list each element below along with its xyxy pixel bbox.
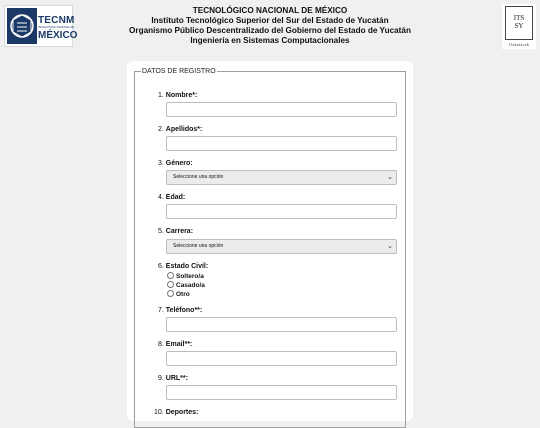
field-label-telefono: Teléfono**: [165, 307, 203, 314]
title-line-3: Organismo Público Descentralizado del Gobierno del Estado de Yucatán [129, 26, 411, 35]
tecnm-brand-text: TECNM [38, 15, 75, 26]
registration-fieldset [134, 68, 406, 428]
field-number: 8. [158, 341, 164, 348]
itssy-tag: Oxkutzcab [508, 42, 530, 47]
radio-otro[interactable] [167, 290, 190, 298]
field-number: 10. [154, 409, 164, 416]
radio-button-icon [167, 272, 174, 279]
carrera-select[interactable] [166, 239, 397, 254]
field-label-nombre: Nombre*: [165, 92, 198, 99]
itssy-line-1: ITS [513, 14, 525, 22]
chevron-down-icon: ⌄ [387, 174, 393, 181]
field-edad [158, 194, 185, 201]
tecnm-country-text: MÉXICO [38, 30, 78, 41]
itssy-line-2: SY [514, 22, 524, 30]
field-label-deportes: Deportes: [165, 409, 199, 416]
field-label-edad: Edad: [165, 194, 186, 201]
radio-label-soltero: Soltero/a [176, 273, 204, 280]
genero-select-value: Seleccione una opción [173, 174, 224, 180]
radio-casado[interactable] [167, 281, 205, 289]
field-carrera [158, 228, 193, 235]
field-label-carrera: Carrera: [165, 228, 194, 235]
field-number: 3. [158, 160, 164, 167]
title-line-2: Instituto Tecnológico Superior del Sur del Estado de Yucatán [151, 16, 389, 25]
registration-card [127, 61, 413, 421]
itssy-seal-icon [505, 6, 533, 40]
title-line-1: TECNOLÓGICO NACIONAL DE MÉXICO [192, 6, 348, 15]
institution-titles [100, 6, 440, 46]
page-header [0, 0, 540, 52]
field-label-estado-civil: Estado Civil: [165, 263, 209, 270]
itssy-logo [502, 4, 536, 49]
registration-legend: DATOS DE REGISTRO [142, 68, 216, 75]
field-number: 1. [158, 92, 164, 99]
radio-button-icon [167, 281, 174, 288]
radio-label-casado: Casado/a [176, 282, 205, 289]
field-url [158, 375, 188, 382]
carrera-select-value: Seleccione una opción [173, 243, 224, 249]
radio-soltero[interactable] [167, 272, 204, 280]
tecnm-sub-text: TECNOLÓGICO NACIONAL DE [38, 26, 75, 29]
telefono-input[interactable] [166, 317, 397, 332]
field-number: 2. [158, 126, 164, 133]
apellidos-input[interactable] [166, 136, 397, 151]
field-number: 6. [158, 263, 164, 270]
field-label-url: URL**: [165, 375, 188, 382]
genero-select[interactable] [166, 170, 397, 185]
field-label-email: Email**: [165, 341, 193, 348]
field-apellidos [158, 126, 202, 133]
field-number: 9. [158, 375, 164, 382]
edad-input[interactable] [166, 204, 397, 219]
field-nombre [158, 92, 197, 99]
field-number: 5. [158, 228, 164, 235]
radio-button-icon [167, 290, 174, 297]
field-number: 4. [158, 194, 164, 201]
title-line-4: Ingeniería en Sistemas Computacionales [190, 36, 350, 45]
field-estado-civil [158, 263, 208, 270]
chevron-down-icon: ⌄ [387, 243, 393, 250]
tecnm-emblem-icon [7, 8, 37, 44]
field-email [158, 341, 192, 348]
field-number: 7. [158, 307, 164, 314]
radio-label-otro: Otro [176, 291, 190, 298]
field-telefono [158, 307, 202, 314]
nombre-input[interactable] [166, 102, 397, 117]
field-genero [158, 160, 193, 167]
field-label-apellidos: Apellidos*: [165, 126, 203, 133]
field-deportes [154, 409, 198, 416]
url-input[interactable] [166, 385, 397, 400]
field-label-genero: Género: [165, 160, 193, 167]
email-input[interactable] [166, 351, 397, 366]
tecnm-logo [4, 5, 78, 47]
